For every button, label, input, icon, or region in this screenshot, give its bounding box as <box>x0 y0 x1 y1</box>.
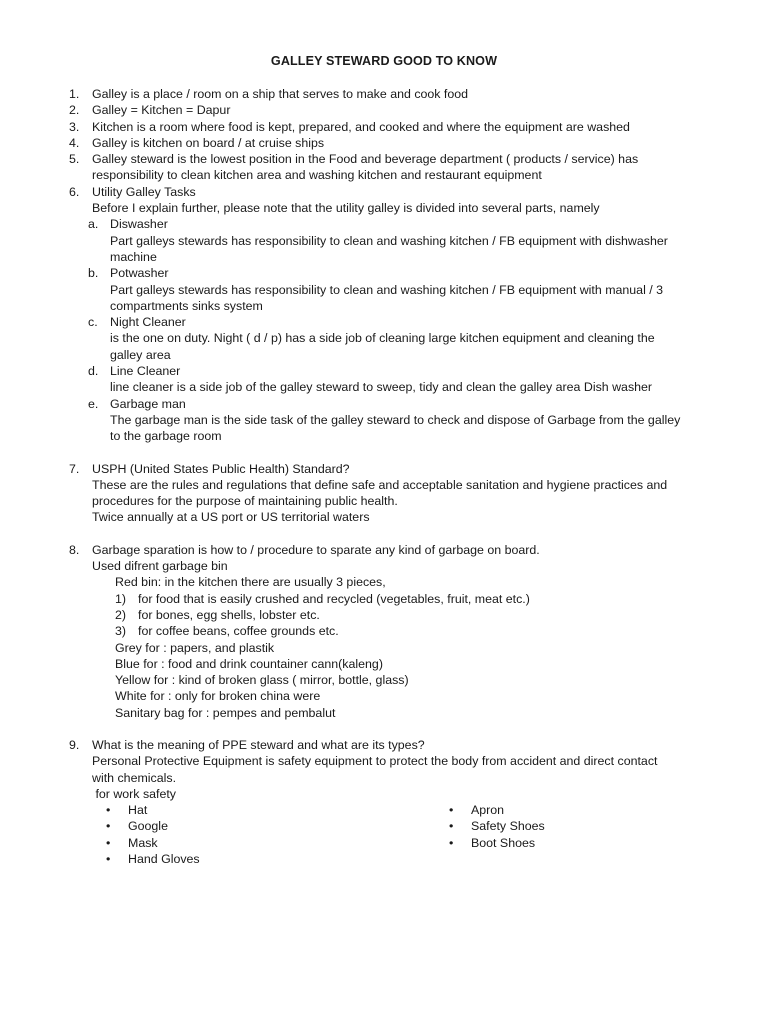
ppe-item <box>106 818 200 834</box>
ppe-item <box>106 835 200 851</box>
bullet-icon: • <box>106 819 111 834</box>
item-text: Galley is kitchen on board / at cruise ships <box>92 135 325 150</box>
bullet-icon: • <box>106 852 111 867</box>
item-text-line: with chemicals. <box>92 770 177 785</box>
sub-desc-line: galley area <box>110 347 171 362</box>
item-text-line: Galley steward is the lowest position in the Food and beverage department ( products / service) has <box>92 152 639 167</box>
list-item-garbage-separation <box>0 542 768 575</box>
item-number: 6. <box>69 184 80 199</box>
list-item-usph <box>0 461 768 526</box>
item-text-line: Twice annually at a US port or US territorial waters <box>92 510 370 525</box>
item-text-line: Personal Protective Equipment is safety equipment to protect the body from accident and direct contact <box>92 754 658 769</box>
list-item <box>0 86 768 102</box>
bin-text: Blue for : food and drink countainer cann(kaleng) <box>115 656 383 671</box>
bin-text: Yellow for : kind of broken glass ( mirror, bottle, glass) <box>115 673 409 688</box>
bin-item <box>0 688 768 704</box>
ppe-text: Apron <box>471 803 505 818</box>
ppe-item <box>449 818 545 834</box>
bin-text: Red bin: in the kitchen there are usually 3 pieces, <box>115 575 386 590</box>
ppe-item <box>106 851 200 867</box>
spacer <box>0 526 768 542</box>
sanitary-text: Sanitary bag for : pempes and pembalut <box>115 705 336 720</box>
sub-name: Diswasher <box>110 217 168 232</box>
ppe-text: Safety Shoes <box>471 819 545 834</box>
sub-desc-line: is the one on duty. Night ( d / p) has a side job of cleaning large kitchen equipment and cleaning the <box>110 331 655 346</box>
sub-text: for food that is easily crushed and recycled (vegetables, fruit, meat etc.) <box>138 591 530 606</box>
item-text: Galley is a place / room on a ship that serves to make and cook food <box>92 87 469 101</box>
item-number: 4. <box>69 135 80 150</box>
sub-letter: a. <box>88 217 99 232</box>
sub-number: 1) <box>115 591 127 606</box>
item-text-line: Garbage sparation is how to / procedure to sparate any kind of garbage on board. <box>92 542 540 557</box>
ppe-text: Hat <box>128 803 148 818</box>
item-number: 5. <box>69 152 80 167</box>
sub-letter: b. <box>88 266 99 281</box>
bin-item <box>0 656 768 672</box>
ppe-item <box>449 802 545 818</box>
bullet-icon: • <box>449 819 454 834</box>
bullet-icon: • <box>106 835 111 850</box>
bin-item <box>0 672 768 688</box>
sub-desc-line: Part galleys stewards has responsibility to clean and washing kitchen / FB equipment with manual / 3 <box>110 282 664 297</box>
item-text-line: USPH (United States Public Health) Standard? <box>92 461 350 476</box>
sub-letter: d. <box>88 364 99 379</box>
red-bin-sub-item <box>0 591 768 607</box>
bullet-icon: • <box>449 835 454 850</box>
sub-desc-line: compartments sinks system <box>110 298 263 313</box>
sub-desc-line: line cleaner is a side job of the galley steward to sweep, tidy and clean the galley area Dish washer <box>110 380 653 395</box>
sub-text: for bones, egg shells, lobster etc. <box>138 607 320 622</box>
ppe-item <box>106 802 200 818</box>
list-item <box>0 151 768 184</box>
item-text: Galley = Kitchen = Dapur <box>92 103 231 118</box>
item-text-line: These are the rules and regulations that define safe and acceptable sanitation and hygiene practices and <box>92 477 668 492</box>
sub-item <box>0 216 768 265</box>
red-bin-sub-item <box>0 623 768 639</box>
document-body <box>0 86 768 872</box>
ppe-text: Mask <box>128 835 158 850</box>
sub-item <box>0 396 768 445</box>
ppe-text: Google <box>128 819 168 834</box>
list-item <box>0 102 768 118</box>
bin-item-red <box>0 574 768 590</box>
item-intro: Before I explain further, please note that the utility galley is divided into several parts, namely <box>92 201 600 216</box>
item-text: Kitchen is a room where food is kept, prepared, and cooked and where the equipment are washed <box>92 119 630 134</box>
bullet-icon: • <box>449 803 454 818</box>
item-text-line: for work safety <box>92 786 177 801</box>
item-number: 3. <box>69 119 80 134</box>
sub-desc-line: to the garbage room <box>110 429 222 444</box>
ppe-list-right <box>449 802 545 851</box>
item-number: 7. <box>69 461 80 476</box>
item-number: 9. <box>69 737 80 752</box>
sub-number: 2) <box>115 607 127 622</box>
sub-letter: e. <box>88 396 99 411</box>
bullet-icon: • <box>106 803 111 818</box>
sub-desc-line: The garbage man is the side task of the galley steward to check and dispose of Garbage from the galley <box>110 412 681 427</box>
ppe-columns <box>0 802 768 872</box>
ppe-list-left <box>106 802 200 867</box>
sanitary-bag-line <box>0 705 768 721</box>
item-text-line: procedures for the purpose of maintaining public health. <box>92 494 398 509</box>
bin-item <box>0 640 768 656</box>
ppe-text: Boot Shoes <box>471 835 536 850</box>
document-title: GALLEY STEWARD GOOD TO KNOW <box>270 54 498 68</box>
ppe-text: Hand Gloves <box>128 852 200 867</box>
sub-name: Night Cleaner <box>110 315 186 330</box>
list-item <box>0 119 768 135</box>
sub-name: Garbage man <box>110 396 186 411</box>
bin-text: Grey for : papers, and plastik <box>115 640 275 655</box>
sub-desc-line: machine <box>110 249 157 264</box>
spacer <box>0 445 768 461</box>
sub-desc-line: Part galleys stewards has responsibility to clean and washing kitchen / FB equipment with dishwasher <box>110 233 668 248</box>
red-bin-sub-item <box>0 607 768 623</box>
item-text-line: responsibility to clean kitchen area and washing kitchen and restaurant equipment <box>92 168 542 183</box>
sub-item <box>0 265 768 314</box>
item-heading: Utility Galley Tasks <box>92 184 196 199</box>
list-item-utility-galley <box>0 184 768 217</box>
item-number: 1. <box>69 87 80 101</box>
item-text-line: What is the meaning of PPE steward and what are its types? <box>92 737 425 752</box>
sub-letter: c. <box>88 315 98 330</box>
sub-text: for coffee beans, coffee grounds etc. <box>138 624 339 639</box>
spacer <box>0 721 768 737</box>
list-item-ppe <box>0 737 768 802</box>
list-item <box>0 135 768 151</box>
sub-number: 3) <box>115 624 127 639</box>
sub-name: Potwasher <box>110 266 169 281</box>
sub-item <box>0 363 768 396</box>
sub-item <box>0 314 768 363</box>
item-number: 8. <box>69 542 80 557</box>
item-number: 2. <box>69 103 80 118</box>
sub-name: Line Cleaner <box>110 364 181 379</box>
item-text-line: Used difrent garbage bin <box>92 559 228 574</box>
ppe-item <box>449 835 545 851</box>
bin-text: White for : only for broken china were <box>115 689 321 704</box>
